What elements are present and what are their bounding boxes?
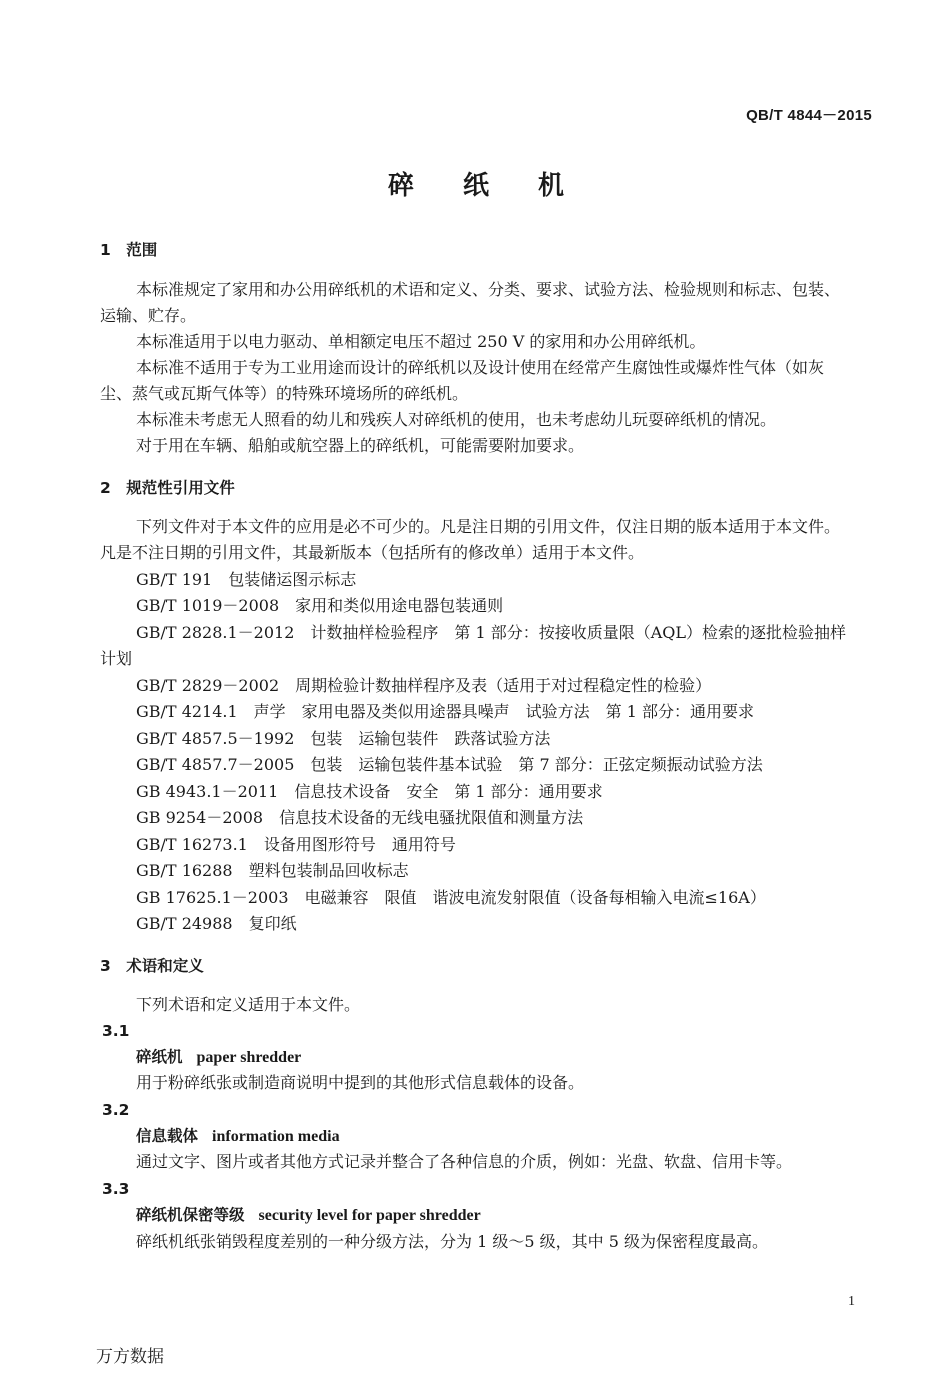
reference-item: GB/T 1019－2008 家用和类似用途电器包装通则 (136, 596, 504, 615)
standard-code: QB/T 4844－2015 (746, 107, 872, 124)
section-1-para-5: 对于用在车辆、船舶或航空器上的碎纸机，可能需要附加要求。 (136, 436, 585, 455)
term-en: paper shredder (196, 1049, 302, 1066)
watermark-label: 万方数据 (96, 1347, 164, 1367)
reference-item: GB/T 24988 复印纸 (136, 914, 297, 933)
section-2-para-1b: 凡是不注日期的引用文件，其最新版本（包括所有的修改单）适用于本文件。 (100, 543, 645, 562)
term-zh: 信息载体 (136, 1127, 199, 1145)
section-1-para-1a: 本标准规定了家用和办公用碎纸机的术语和定义、分类、要求、试验方法、检验规则和标志、包装、 (136, 280, 841, 299)
term-heading (136, 1205, 481, 1226)
term-definition: 通过文字、图片或者其他方式记录并整合了各种信息的介质，例如：光盘、软盘、信用卡等。 (136, 1152, 793, 1171)
section-3-intro: 下列术语和定义适用于本文件。 (136, 995, 361, 1014)
page-number: 1 (848, 1294, 855, 1309)
reference-item: GB/T 4857.7－2005 包装 运输包装件基本试验 第 7 部分：正弦定频振动试验方法 (136, 755, 763, 774)
reference-item: GB/T 16288 塑料包装制品回收标志 (136, 861, 409, 880)
reference-item: GB/T 16273.1 设备用图形符号 通用符号 (136, 835, 456, 854)
section-1-para-1b: 运输、贮存。 (100, 306, 197, 325)
document-title: 碎 纸 机 (387, 171, 585, 201)
section-2-heading: 2 规范性引用文件 (100, 479, 235, 497)
section-3-heading: 3 术语和定义 (100, 957, 204, 975)
reference-item: GB/T 191 包装储运图示标志 (136, 570, 357, 589)
reference-item: GB/T 4857.5－1992 包装 运输包装件 跌落试验方法 (136, 729, 551, 748)
reference-item-continued: 计划 (100, 649, 133, 668)
reference-item: GB/T 2829－2002 周期检验计数抽样程序及表（适用于对过程稳定性的检验） (136, 676, 712, 695)
term-heading (136, 1126, 340, 1147)
term-en: security level for paper shredder (258, 1207, 481, 1224)
term-number: 3.2 (102, 1101, 130, 1119)
term-number: 3.3 (102, 1180, 130, 1198)
term-definition: 用于粉碎纸张或制造商说明中提到的其他形式信息载体的设备。 (136, 1073, 585, 1092)
section-1-para-3b: 尘、蒸气或瓦斯气体等）的特殊环境场所的碎纸机。 (100, 384, 469, 403)
term-zh: 碎纸机保密等级 (136, 1206, 245, 1224)
reference-item: GB/T 4214.1 声学 家用电器及类似用途器具噪声 试验方法 第 1 部分：通用要求 (136, 702, 755, 721)
term-heading (136, 1047, 301, 1068)
reference-item: GB 17625.1－2003 电磁兼容 限值 谐波电流发射限值（设备每相输入电流≤16A） (136, 888, 766, 907)
section-1-para-2: 本标准适用于以电力驱动、单相额定电压不超过 250 V 的家用和办公用碎纸机。 (136, 332, 706, 351)
term-zh: 碎纸机 (136, 1048, 183, 1066)
term-definition: 碎纸机纸张销毁程度差别的一种分级方法，分为 1 级～5 级，其中 5 级为保密程度最高。 (136, 1232, 768, 1251)
section-2-para-1a: 下列文件对于本文件的应用是必不可少的。凡是注日期的引用文件，仅注日期的版本适用于本文件。 (136, 517, 841, 536)
section-1-para-4: 本标准未考虑无人照看的幼儿和残疾人对碎纸机的使用，也未考虑幼儿玩耍碎纸机的情况。 (136, 410, 777, 429)
term-en: information media (212, 1128, 340, 1145)
reference-item: GB/T 2828.1－2012 计数抽样检验程序 第 1 部分：按接收质量限（AQL）检索的逐批检验抽样 (136, 623, 847, 642)
term-number: 3.1 (102, 1022, 130, 1040)
reference-item: GB 4943.1－2011 信息技术设备 安全 第 1 部分：通用要求 (136, 782, 603, 801)
reference-item: GB 9254－2008 信息技术设备的无线电骚扰限值和测量方法 (136, 808, 584, 827)
section-1-para-3a: 本标准不适用于专为工业用途而设计的碎纸机以及设计使用在经常产生腐蚀性或爆炸性气体（如灰 (136, 358, 825, 377)
section-1-heading: 1 范围 (100, 241, 158, 259)
